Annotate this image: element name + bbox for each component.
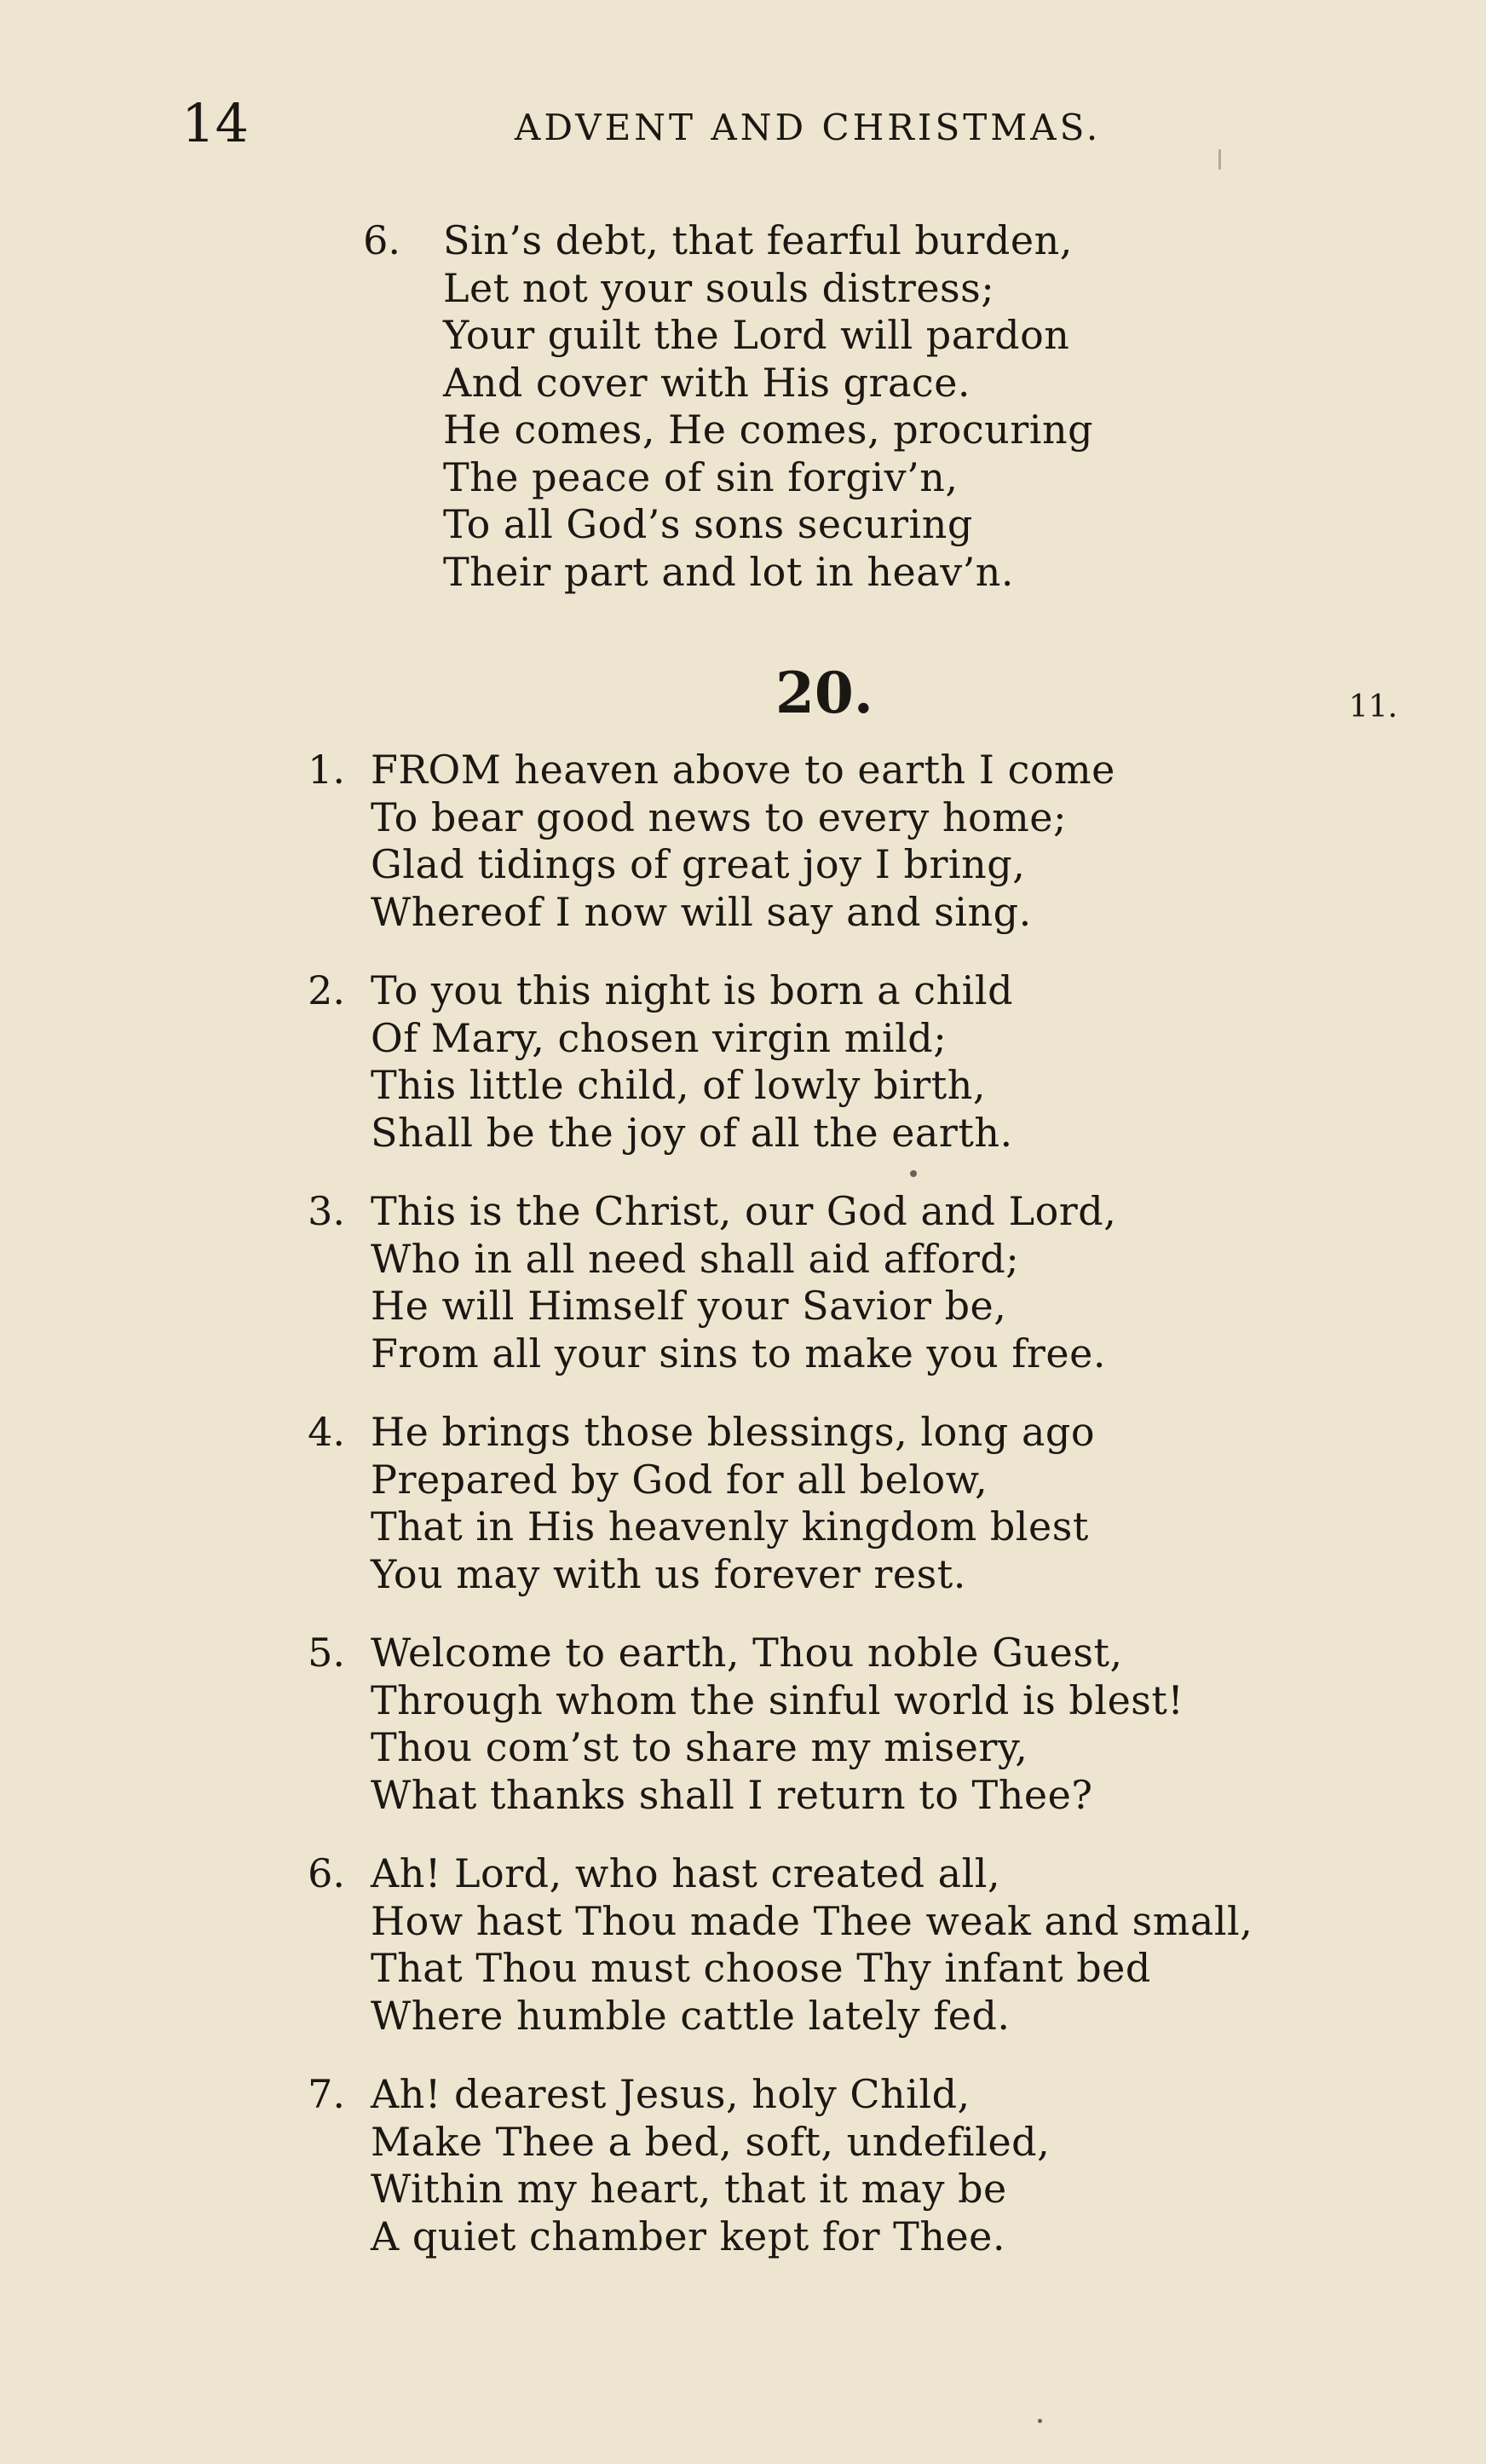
stanza-lines bbox=[371, 1188, 1116, 1377]
stanza-lines bbox=[371, 747, 1115, 936]
stanza-lines bbox=[371, 967, 1013, 1157]
stanza-lines bbox=[371, 1850, 1253, 2040]
verse-line: He comes, He comes, procuring bbox=[443, 407, 1094, 453]
verse-line: He brings those blessings, long ago bbox=[371, 1409, 1096, 1455]
stanza-number: 3. bbox=[308, 1188, 345, 1234]
verse-line: The peace of sin forgiv’n, bbox=[443, 453, 959, 500]
verse-line: Their part and lot in heav’n. bbox=[443, 548, 1015, 595]
verse-line: This is the Christ, our God and Lord, bbox=[371, 1188, 1117, 1234]
verse-line: Ah! dearest Jesus, holy Child, bbox=[371, 2071, 971, 2117]
verse-line: Whereof I now will say and sing. bbox=[371, 888, 1032, 935]
verse-line: What thanks shall I return to Thee? bbox=[371, 1771, 1093, 1818]
verse-line: To all God’s sons securing bbox=[443, 501, 973, 547]
verse-line: Of Mary, chosen virgin mild; bbox=[371, 1014, 947, 1061]
paper-speck bbox=[910, 1170, 917, 1177]
verse-line: Shall be the joy of all the earth. bbox=[371, 1109, 1013, 1156]
stanza-number: 6. bbox=[308, 1850, 345, 1896]
verse-line: You may with us forever rest. bbox=[371, 1550, 966, 1597]
stanza-number: 1. bbox=[308, 747, 345, 793]
stanza-lines bbox=[371, 1409, 1095, 1598]
verse-line: Who in all need shall aid afford; bbox=[371, 1235, 1020, 1282]
verse-line: Thou com’st to share my misery, bbox=[371, 1724, 1028, 1770]
verse-line: Through whom the sinful world is blest! bbox=[371, 1676, 1184, 1723]
verse-line: FROM heaven above to earth I come bbox=[371, 747, 1115, 793]
stanza-lines bbox=[371, 1630, 1184, 1819]
stanza-number: 5. bbox=[308, 1630, 345, 1676]
verse-line: That Thou must choose Thy infant bed bbox=[371, 1945, 1151, 1991]
running-title: ADVENT AND CHRISTMAS. bbox=[515, 107, 1102, 148]
verse-line: Welcome to earth, Thou noble Guest, bbox=[371, 1630, 1123, 1676]
stanza-number: 7. bbox=[308, 2071, 345, 2117]
verse-line: To bear good news to every home; bbox=[371, 793, 1067, 840]
paper-speck bbox=[1218, 149, 1221, 170]
verse-line: He will Himself your Savior be, bbox=[371, 1283, 1007, 1329]
stanza-number: 4. bbox=[308, 1409, 345, 1455]
hymn-number: 20. bbox=[775, 660, 873, 726]
verse-line: Your guilt the Lord will pardon bbox=[443, 312, 1070, 358]
verse-line: Let not your souls distress; bbox=[443, 264, 995, 311]
verse-line: To you this night is born a child bbox=[371, 967, 1014, 1013]
verse-line: How hast Thou made Thee weak and small, bbox=[371, 1897, 1253, 1944]
verse-line: Sin’s debt, that fearful burden, bbox=[443, 217, 1073, 263]
verse-line: A quiet chamber kept for Thee. bbox=[371, 2213, 1006, 2259]
page-number: 14 bbox=[181, 92, 249, 154]
verse-line: Within my heart, that it may be bbox=[371, 2166, 1007, 2212]
verse-line: And cover with His grace. bbox=[443, 359, 971, 406]
verse-line: This little child, of lowly birth, bbox=[371, 1062, 987, 1108]
verse-line: Ah! Lord, who hast created all, bbox=[371, 1850, 1001, 1896]
verse-line: Where humble cattle lately fed. bbox=[371, 1992, 1011, 2039]
verse-line: That in His heavenly kingdom blest bbox=[371, 1503, 1089, 1549]
stanza-lines bbox=[371, 2071, 1050, 2260]
paper-speck bbox=[1038, 2419, 1042, 2423]
stanza-number: 2. bbox=[308, 967, 345, 1013]
stanza-lines bbox=[443, 217, 1093, 596]
stanza-number: 6. bbox=[363, 217, 400, 263]
verse-line: From all your sins to make you free. bbox=[371, 1330, 1106, 1376]
tune-reference: 11. bbox=[1349, 690, 1398, 724]
verse-line: Make Thee a bed, soft, undefiled, bbox=[371, 2118, 1051, 2165]
verse-line: Glad tidings of great joy I bring, bbox=[371, 841, 1026, 887]
verse-line: Prepared by God for all below, bbox=[371, 1456, 988, 1503]
